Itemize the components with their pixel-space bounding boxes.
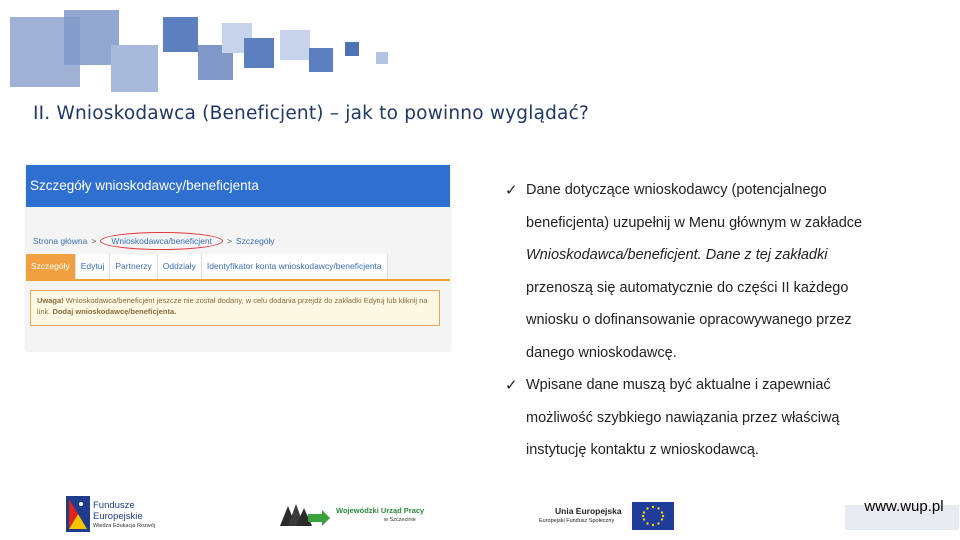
logo-fundusze-europejskie: [66, 496, 176, 534]
bullet-line: Wnioskodawca/beneficjent. Dane z tej zakładki: [526, 247, 828, 263]
logo1-line3: Wiedza Edukacja Rozwój: [93, 523, 156, 529]
tab-edytuj[interactable]: Edytuj: [76, 254, 111, 279]
eu-flag-icon: [632, 502, 674, 530]
alert-text: Wnioskodawca/beneficjent jeszcze nie został dodany, w celu dodania przejdź do zakładki Edytuj lub kliknij na link.: [37, 296, 428, 316]
wup-logo-icon: [280, 500, 330, 528]
deco-square: [309, 48, 333, 72]
tab-partnerzy[interactable]: Partnerzy: [110, 254, 157, 279]
deco-square: [345, 42, 359, 56]
logo3-line1: Unia Europejska: [555, 506, 622, 516]
bullet-line: Dane dotyczące wnioskodawcy (potencjalnego: [526, 182, 827, 198]
deco-square: [163, 17, 198, 52]
tabs-underline: [26, 279, 450, 281]
bullet-item: [505, 174, 911, 369]
tab-identyfikator[interactable]: Identyfikator konta wnioskodawcy/beneficjenta: [202, 254, 388, 279]
breadcrumb-separator: >: [226, 236, 232, 246]
bullet-line: Wpisane dane muszą być aktualne i zapewniać: [526, 377, 831, 393]
logo-wup-szczecin: [280, 500, 430, 530]
deco-square: [244, 38, 274, 68]
breadcrumb-details[interactable]: Szczegóły: [235, 236, 275, 246]
bullet-line: wniosku o dofinansowanie opracowywanego przez: [526, 312, 852, 328]
deco-square: [111, 45, 158, 92]
logo2-line1: Wojewódzki Urząd Pracy: [336, 506, 425, 515]
logo-unia-europejska: [538, 500, 678, 532]
deco-square: [376, 52, 388, 64]
logo3-line2: Europejski Fundusz Społeczny: [539, 518, 615, 524]
breadcrumb-home[interactable]: Strona główna: [33, 236, 88, 246]
bullet-line: przenoszą się automatycznie do części II każdego: [526, 279, 849, 296]
bullet-item: [505, 369, 911, 467]
logo1-line2: Europejskie: [93, 511, 143, 522]
tab-oddzialy[interactable]: Oddziały: [158, 254, 202, 279]
tab-szczegoly[interactable]: Szczegóły: [26, 254, 76, 279]
bullet-line: beneficjenta) uzupełnij w Menu głównym w zakładce: [526, 214, 863, 231]
alert-link[interactable]: Dodaj wnioskodawcę/beneficjenta.: [52, 307, 177, 316]
screenshot-header: [26, 165, 450, 207]
screenshot-header-title: Szczegóły wnioskodawcy/beneficjenta: [30, 178, 259, 193]
breadcrumb-separator: >: [91, 236, 97, 246]
checkmark-icon: ✓: [505, 377, 518, 394]
deco-square: [280, 30, 310, 60]
logo2-line2: w Szczecinie: [384, 517, 416, 523]
checkmark-icon: ✓: [505, 182, 518, 199]
bullet-line: danego wnioskodawcę.: [526, 344, 677, 361]
breadcrumb-applicant[interactable]: Wnioskodawca/beneficjent: [100, 232, 223, 250]
screenshot-tabs: [26, 254, 388, 279]
bullet-line: możliwość szybkiego nawiązania przez właściwą: [526, 409, 840, 426]
warning-alert: [30, 290, 440, 326]
screenshot-body: [26, 207, 450, 351]
breadcrumb: [33, 232, 275, 250]
logo1-line1: Fundusze: [93, 500, 135, 511]
website-url[interactable]: www.wup.pl: [864, 498, 944, 515]
bullet-line: instytucję kontaktu z wnioskodawcą.: [526, 442, 759, 458]
embedded-screenshot: [26, 165, 450, 351]
slide-title: II. Wnioskodawca (Beneficjent) – jak to powinno wyglądać?: [33, 103, 589, 124]
bullet-list: [505, 174, 911, 467]
alert-label: Uwaga!: [37, 296, 64, 305]
fe-logo-icon: [66, 496, 90, 532]
